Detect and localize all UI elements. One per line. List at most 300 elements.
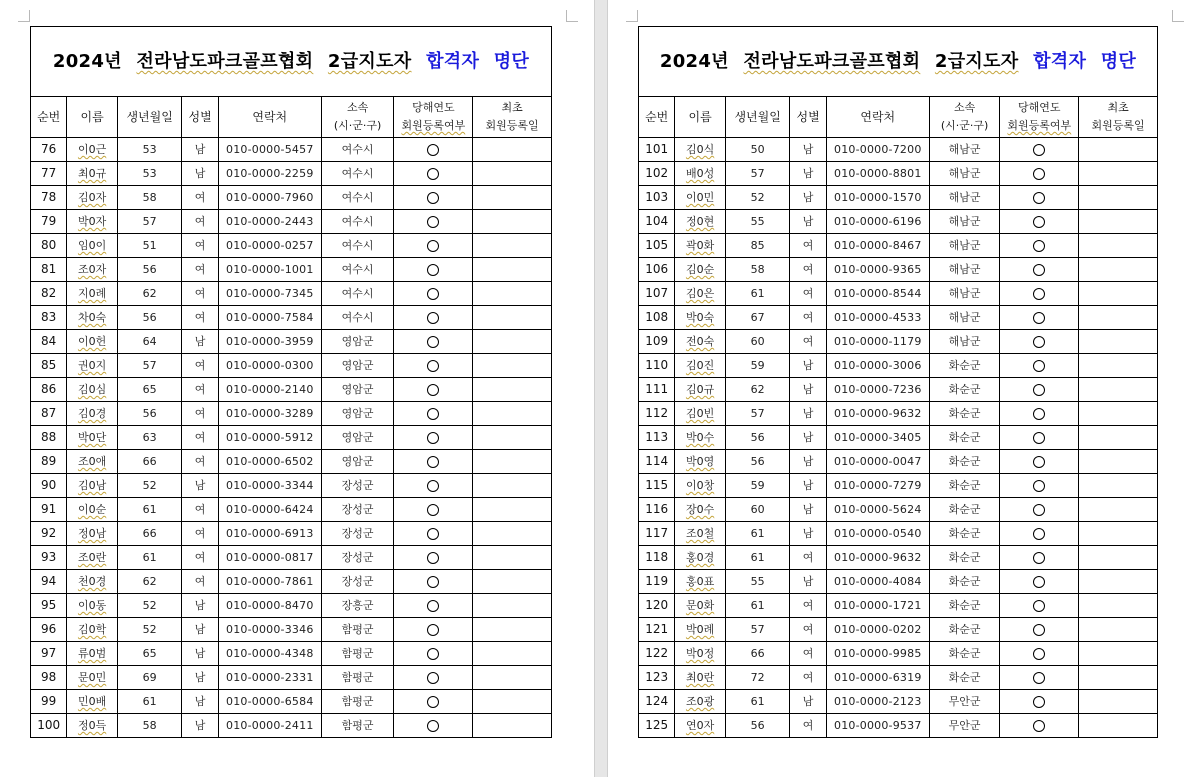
- cell-name: [67, 234, 117, 258]
- cell-year-registration: [394, 234, 473, 258]
- cell-name-text: 류0범: [77, 647, 107, 660]
- cell-year-registration: [394, 354, 473, 378]
- table-row: [31, 210, 552, 234]
- cell-name-text: 김0규: [685, 383, 715, 396]
- table-row: [639, 306, 1158, 330]
- table-row: [639, 714, 1158, 738]
- table-row: [639, 690, 1158, 714]
- cell-first-registration: [1079, 330, 1158, 354]
- cell-no: 83: [31, 306, 67, 330]
- cell-birth: 57: [725, 402, 790, 426]
- cell-year-registration: [1000, 354, 1079, 378]
- cell-no: 81: [31, 258, 67, 282]
- cell-year-registration: [394, 522, 473, 546]
- cell-name: [675, 474, 725, 498]
- cell-phone: 010-0000-5624: [826, 498, 929, 522]
- registered-circle-icon: [427, 480, 439, 492]
- cell-no: 86: [31, 378, 67, 402]
- cell-name-text: 박0단: [77, 431, 107, 444]
- cell-gender: 남: [790, 690, 826, 714]
- title-highlight: 합격자: [1033, 51, 1087, 72]
- table-row: [639, 402, 1158, 426]
- cell-name-text: 정0득: [77, 719, 107, 732]
- cell-gender: 남: [182, 714, 218, 738]
- cell-name-text: 이0헌: [77, 335, 107, 348]
- cell-name-text: 조0란: [77, 551, 107, 564]
- cell-name: [67, 330, 117, 354]
- header-no: 순번: [639, 97, 675, 138]
- cell-year-registration: [1000, 714, 1079, 738]
- cell-name-text: 이0창: [685, 479, 715, 492]
- header-first-line2: 회원등록일: [1091, 119, 1145, 132]
- cell-year-registration: [394, 570, 473, 594]
- cell-birth: 62: [725, 378, 790, 402]
- table-row: [639, 234, 1158, 258]
- registered-circle-icon: [1033, 144, 1045, 156]
- cell-no: 99: [31, 690, 67, 714]
- registered-circle-icon: [427, 216, 439, 228]
- cell-first-registration: [1079, 594, 1158, 618]
- cell-no: 103: [639, 186, 675, 210]
- cell-year-registration: [394, 330, 473, 354]
- title-row: [31, 27, 552, 97]
- crop-mark: [566, 10, 578, 22]
- cell-year-registration: [1000, 330, 1079, 354]
- cell-affiliation: 해남군: [929, 162, 1000, 186]
- cell-gender: 남: [790, 138, 826, 162]
- cell-name: [675, 162, 725, 186]
- cell-first-registration: [473, 378, 552, 402]
- cell-birth: 85: [725, 234, 790, 258]
- cell-name-text: 정0남: [77, 527, 107, 540]
- header-year-line2-wrap: [1000, 117, 1078, 135]
- cell-first-registration: [1079, 498, 1158, 522]
- cell-gender: 남: [790, 426, 826, 450]
- cell-first-registration: [1079, 282, 1158, 306]
- registered-circle-icon: [427, 504, 439, 516]
- cell-phone: 010-0000-3959: [218, 330, 321, 354]
- cell-birth: 65: [117, 642, 182, 666]
- cell-no: 106: [639, 258, 675, 282]
- cell-phone: 010-0000-5457: [218, 138, 321, 162]
- roster-table-right: [638, 26, 1158, 738]
- cell-first-registration: [1079, 186, 1158, 210]
- cell-phone: 010-0000-8544: [826, 282, 929, 306]
- cell-phone: 010-0000-9365: [826, 258, 929, 282]
- cell-first-registration: [473, 210, 552, 234]
- cell-gender: 남: [182, 162, 218, 186]
- cell-year-registration: [1000, 642, 1079, 666]
- cell-birth: 57: [725, 162, 790, 186]
- cell-affiliation: 화순군: [929, 378, 1000, 402]
- table-row: [639, 594, 1158, 618]
- cell-name-text: 김0심: [77, 383, 107, 396]
- cell-birth: 52: [725, 186, 790, 210]
- cell-year-registration: [1000, 474, 1079, 498]
- cell-year-registration: [1000, 594, 1079, 618]
- table-row: [31, 378, 552, 402]
- registered-circle-icon: [427, 288, 439, 300]
- table-row: [639, 642, 1158, 666]
- cell-birth: 72: [725, 666, 790, 690]
- cell-birth: 61: [117, 690, 182, 714]
- registered-circle-icon: [1033, 264, 1045, 276]
- cell-affiliation: 해남군: [929, 186, 1000, 210]
- title-year: 2024년: [52, 51, 122, 72]
- cell-name-text: 권0지: [77, 359, 107, 372]
- registered-circle-icon: [1033, 456, 1045, 468]
- cell-first-registration: [473, 162, 552, 186]
- registered-circle-icon: [1033, 624, 1045, 636]
- cell-name: [67, 546, 117, 570]
- table-row: [31, 162, 552, 186]
- cell-name: [675, 690, 725, 714]
- cell-name-text: 조0광: [685, 695, 715, 708]
- cell-phone: 010-0000-1721: [826, 594, 929, 618]
- document-title: [31, 27, 552, 97]
- cell-first-registration: [473, 522, 552, 546]
- cell-phone: 010-0000-2443: [218, 210, 321, 234]
- registered-circle-icon: [1033, 288, 1045, 300]
- table-row: [639, 330, 1158, 354]
- cell-year-registration: [394, 666, 473, 690]
- header-gender: 성별: [182, 97, 218, 138]
- cell-first-registration: [473, 546, 552, 570]
- cell-gender: 남: [790, 162, 826, 186]
- cell-no: 114: [639, 450, 675, 474]
- cell-no: 115: [639, 474, 675, 498]
- cell-no: 97: [31, 642, 67, 666]
- table-row: [31, 402, 552, 426]
- table-row: [639, 618, 1158, 642]
- cell-no: 80: [31, 234, 67, 258]
- header-first-registration: [1079, 97, 1158, 138]
- cell-year-registration: [1000, 570, 1079, 594]
- cell-name-text: 문0화: [685, 599, 715, 612]
- table-row: [31, 546, 552, 570]
- cell-birth: 64: [117, 330, 182, 354]
- cell-first-registration: [473, 282, 552, 306]
- cell-name-text: 박0영: [685, 455, 715, 468]
- header-phone: 연락처: [218, 97, 321, 138]
- cell-no: 108: [639, 306, 675, 330]
- cell-name: [675, 570, 725, 594]
- cell-name: [675, 426, 725, 450]
- header-name: 이름: [675, 97, 725, 138]
- cell-year-registration: [394, 474, 473, 498]
- cell-year-registration: [394, 186, 473, 210]
- cell-gender: 여: [182, 522, 218, 546]
- cell-birth: 61: [117, 546, 182, 570]
- cell-name: [67, 666, 117, 690]
- cell-phone: 010-0000-6502: [218, 450, 321, 474]
- cell-birth: 65: [117, 378, 182, 402]
- cell-name: [67, 594, 117, 618]
- table-row: [639, 426, 1158, 450]
- cell-year-registration: [1000, 402, 1079, 426]
- cell-birth: 58: [725, 258, 790, 282]
- cell-gender: 남: [182, 330, 218, 354]
- registered-circle-icon: [1033, 336, 1045, 348]
- cell-year-registration: [394, 642, 473, 666]
- cell-phone: 010-0000-6913: [218, 522, 321, 546]
- cell-affiliation: 여수시: [321, 138, 394, 162]
- cell-first-registration: [473, 714, 552, 738]
- table-row: [31, 690, 552, 714]
- cell-affiliation: 영암군: [321, 330, 394, 354]
- cell-first-registration: [473, 234, 552, 258]
- cell-no: 84: [31, 330, 67, 354]
- cell-no: 77: [31, 162, 67, 186]
- cell-birth: 59: [725, 474, 790, 498]
- registered-circle-icon: [1033, 720, 1045, 732]
- cell-first-registration: [1079, 426, 1158, 450]
- header-year-line2-wrap: [394, 117, 472, 135]
- cell-first-registration: [473, 186, 552, 210]
- cell-phone: 010-0000-9632: [826, 546, 929, 570]
- title-org: 전라남도파크골프협회: [136, 51, 314, 72]
- cell-gender: 여: [182, 354, 218, 378]
- cell-first-registration: [473, 570, 552, 594]
- cell-gender: 남: [790, 210, 826, 234]
- cell-phone: 010-0000-0257: [218, 234, 321, 258]
- cell-phone: 010-0000-6424: [218, 498, 321, 522]
- cell-affiliation: 해남군: [929, 330, 1000, 354]
- cell-birth: 60: [725, 498, 790, 522]
- cell-name-text: 문0민: [77, 671, 107, 684]
- cell-year-registration: [1000, 138, 1079, 162]
- cell-first-registration: [1079, 354, 1158, 378]
- cell-year-registration: [394, 594, 473, 618]
- cell-gender: 남: [182, 138, 218, 162]
- cell-name: [675, 306, 725, 330]
- cell-gender: 남: [790, 378, 826, 402]
- cell-name-text: 김0식: [685, 143, 715, 156]
- title-grade: 2급지도자: [934, 51, 1019, 72]
- table-row: [639, 378, 1158, 402]
- table-row: [639, 138, 1158, 162]
- cell-name-text: 조0애: [77, 455, 107, 468]
- cell-year-registration: [1000, 186, 1079, 210]
- cell-birth: 62: [117, 570, 182, 594]
- cell-gender: 여: [790, 714, 826, 738]
- cell-affiliation: 화순군: [929, 570, 1000, 594]
- cell-name: [675, 282, 725, 306]
- cell-gender: 여: [182, 210, 218, 234]
- cell-name-text: 김0은: [685, 287, 715, 300]
- cell-affiliation: 화순군: [929, 546, 1000, 570]
- cell-no: 100: [31, 714, 67, 738]
- cell-birth: 61: [725, 546, 790, 570]
- cell-birth: 52: [117, 474, 182, 498]
- registered-circle-icon: [427, 240, 439, 252]
- cell-name-text: 홍0표: [685, 575, 715, 588]
- header-birth: 생년월일: [117, 97, 182, 138]
- cell-birth: 61: [725, 594, 790, 618]
- page-right: [608, 0, 1197, 777]
- cell-name-text: 최0규: [77, 167, 107, 180]
- cell-affiliation: 여수시: [321, 258, 394, 282]
- cell-gender: 남: [790, 522, 826, 546]
- cell-name: [675, 714, 725, 738]
- table-row: [31, 258, 552, 282]
- registered-circle-icon: [1033, 696, 1045, 708]
- cell-first-registration: [1079, 522, 1158, 546]
- header-first-line1: 최초: [501, 101, 523, 114]
- registered-circle-icon: [1033, 168, 1045, 180]
- header-first-line1: 최초: [1107, 101, 1129, 114]
- table-row: [639, 546, 1158, 570]
- cell-no: 111: [639, 378, 675, 402]
- cell-affiliation: 화순군: [929, 450, 1000, 474]
- cell-affiliation: 장성군: [321, 522, 394, 546]
- cell-affiliation: 함평군: [321, 690, 394, 714]
- cell-name: [67, 714, 117, 738]
- registered-circle-icon: [427, 624, 439, 636]
- cell-first-registration: [1079, 306, 1158, 330]
- cell-name-text: 민0배: [77, 695, 107, 708]
- header-year-registration: [1000, 97, 1079, 138]
- cell-birth: 61: [725, 282, 790, 306]
- cell-no: 116: [639, 498, 675, 522]
- cell-no: 85: [31, 354, 67, 378]
- registered-circle-icon: [427, 408, 439, 420]
- registered-circle-icon: [427, 696, 439, 708]
- cell-birth: 60: [725, 330, 790, 354]
- table-row: [639, 474, 1158, 498]
- cell-gender: 여: [790, 306, 826, 330]
- cell-no: 76: [31, 138, 67, 162]
- registered-circle-icon: [427, 360, 439, 372]
- cell-name: [67, 426, 117, 450]
- registered-circle-icon: [1033, 216, 1045, 228]
- cell-gender: 남: [790, 354, 826, 378]
- table-row: [639, 354, 1158, 378]
- table-row: [31, 282, 552, 306]
- cell-first-registration: [473, 690, 552, 714]
- cell-year-registration: [394, 258, 473, 282]
- cell-affiliation: 화순군: [929, 474, 1000, 498]
- cell-no: 121: [639, 618, 675, 642]
- cell-phone: 010-0000-6196: [826, 210, 929, 234]
- table-row: [31, 186, 552, 210]
- cell-gender: 여: [182, 570, 218, 594]
- cell-name: [675, 666, 725, 690]
- registered-circle-icon: [427, 720, 439, 732]
- registered-circle-icon: [427, 192, 439, 204]
- cell-phone: 010-0000-7200: [826, 138, 929, 162]
- cell-name-text: 장0수: [685, 503, 715, 516]
- cell-first-registration: [1079, 714, 1158, 738]
- cell-birth: 56: [725, 450, 790, 474]
- cell-year-registration: [1000, 690, 1079, 714]
- cell-birth: 57: [117, 210, 182, 234]
- cell-first-registration: [473, 498, 552, 522]
- cell-birth: 50: [725, 138, 790, 162]
- table-row: [31, 330, 552, 354]
- cell-birth: 56: [117, 402, 182, 426]
- cell-name-text: 박0자: [77, 215, 107, 228]
- cell-no: 88: [31, 426, 67, 450]
- header-year-line2: 회원등록여부: [401, 119, 466, 132]
- cell-affiliation: 영암군: [321, 450, 394, 474]
- header-affiliation-line2: (시·군·구): [333, 119, 382, 132]
- header-year-line1: 당해연도: [1018, 101, 1061, 114]
- cell-no: 123: [639, 666, 675, 690]
- cell-year-registration: [394, 546, 473, 570]
- cell-name-text: 이0동: [77, 599, 107, 612]
- cell-name-text: 박0례: [685, 623, 715, 636]
- crop-mark: [626, 10, 638, 22]
- cell-gender: 남: [790, 474, 826, 498]
- cell-no: 102: [639, 162, 675, 186]
- header-row: [639, 97, 1158, 138]
- cell-first-registration: [473, 306, 552, 330]
- registered-circle-icon: [427, 552, 439, 564]
- cell-affiliation: 화순군: [929, 402, 1000, 426]
- registered-circle-icon: [1033, 600, 1045, 612]
- header-phone: 연락처: [826, 97, 929, 138]
- registered-circle-icon: [427, 168, 439, 180]
- header-affiliation-line1: 소속: [953, 101, 976, 114]
- cell-affiliation: 함평군: [321, 714, 394, 738]
- table-row: [31, 450, 552, 474]
- cell-birth: 53: [117, 138, 182, 162]
- cell-affiliation: 해남군: [929, 210, 1000, 234]
- cell-first-registration: [473, 402, 552, 426]
- cell-name-text: 전0숙: [685, 335, 715, 348]
- title-grade: 2급지도자: [327, 51, 412, 72]
- cell-birth: 61: [725, 522, 790, 546]
- registered-circle-icon: [1033, 408, 1045, 420]
- cell-year-registration: [394, 138, 473, 162]
- cell-phone: 010-0000-3006: [826, 354, 929, 378]
- header-year-line1: 당해연도: [412, 101, 455, 114]
- registered-circle-icon: [427, 264, 439, 276]
- roster-body-right: [639, 27, 1158, 738]
- cell-year-registration: [394, 714, 473, 738]
- cell-gender: 여: [182, 306, 218, 330]
- cell-phone: 010-0000-8801: [826, 162, 929, 186]
- cell-birth: 56: [117, 258, 182, 282]
- cell-affiliation: 영암군: [321, 426, 394, 450]
- cell-gender: 여: [182, 282, 218, 306]
- cell-name: [675, 258, 725, 282]
- cell-gender: 여: [182, 426, 218, 450]
- cell-first-registration: [473, 138, 552, 162]
- cell-first-registration: [473, 474, 552, 498]
- cell-first-registration: [1079, 642, 1158, 666]
- cell-gender: 여: [790, 330, 826, 354]
- cell-no: 117: [639, 522, 675, 546]
- cell-affiliation: 함평군: [321, 666, 394, 690]
- cell-affiliation: 영암군: [321, 402, 394, 426]
- cell-year-registration: [1000, 618, 1079, 642]
- cell-name: [675, 210, 725, 234]
- cell-gender: 여: [182, 450, 218, 474]
- cell-name-text: 정0현: [685, 215, 715, 228]
- cell-affiliation: 해남군: [929, 306, 1000, 330]
- cell-no: 120: [639, 594, 675, 618]
- cell-first-registration: [473, 258, 552, 282]
- cell-affiliation: 장성군: [321, 570, 394, 594]
- cell-gender: 남: [790, 498, 826, 522]
- cell-gender: 남: [182, 666, 218, 690]
- table-row: [31, 570, 552, 594]
- cell-name-text: 이0민: [685, 191, 715, 204]
- cell-affiliation: 화순군: [929, 354, 1000, 378]
- cell-name-text: 박0숙: [685, 311, 715, 324]
